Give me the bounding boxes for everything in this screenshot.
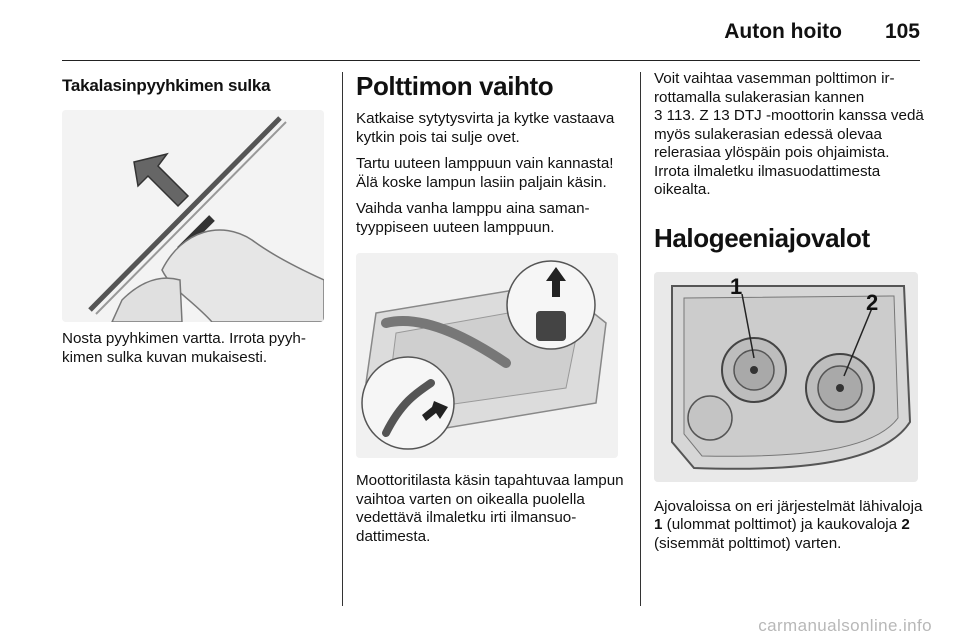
column-divider-left (342, 72, 343, 606)
header-divider (62, 60, 920, 61)
bulb-paragraph-3: Vaihda vanha lamppu aina samantyyppiseen uuteen lamppuun. (356, 200, 590, 236)
halogen-caption-part-c: (sisemmät polttimot) varten. (654, 534, 842, 552)
engine-bay-illustration (356, 253, 618, 458)
column-wiper (62, 70, 330, 367)
headlamp-label-2: 2 (866, 289, 879, 315)
fuse-paragraph-reference: 3 113. Z 13 DTJ -moottorin kanssa vedä myös sulakerasian edessä olevaa relerasiaa ylöspäin pois ohjaimista. Irrota ilmaletku ilmasuodattimesta oikealta. (654, 107, 924, 198)
wiper-caption: Nosta pyyhkimen vartta. Irrota pyyhkimen sulka kuvan mukaisesti. (62, 330, 306, 366)
column-divider-right (640, 72, 641, 606)
fuse-paragraph-text: Voit vaihtaa vasemman polttimon irrottamalla sulakerasian kannen (654, 70, 895, 106)
wiper-blade-illustration (62, 110, 324, 322)
bulb-paragraph-4: Moottoritilasta käsin tapahtuvaa lampun vaihtoa varten on oikealla puolella vedettävä ilmaletku irti ilmansuodattimesta. (356, 472, 624, 545)
wiper-heading: Takalasinpyyhkimen sulka (62, 76, 271, 95)
halogen-caption-part-a: Ajovaloissa on eri järjestelmät lähivaloja (654, 497, 923, 515)
headlamp-illustration (654, 272, 918, 482)
bulb-paragraph-2: Tartu uuteen lamppuun vain kannasta! Älä koske lampun lasiin paljain käsin. (356, 155, 614, 191)
bulb-heading: Polttimon vaihto (356, 71, 554, 101)
section-title: Auton hoito (724, 20, 842, 43)
fuse-paragraph (654, 70, 924, 200)
halogen-caption-num-1: 1 (654, 516, 663, 533)
halogen-heading: Halogeeniajovalot (654, 222, 870, 253)
page-header (0, 0, 960, 62)
bulb-paragraph-1: Katkaise sytytysvirta ja kytke vastaava kytkin pois tai sulje ovet. (356, 110, 615, 146)
page-number: 105 (884, 20, 920, 43)
halogen-caption (654, 498, 924, 554)
column-halogen (654, 70, 924, 553)
halogen-caption-num-2: 2 (901, 516, 910, 533)
watermark: carmanualsonline.info (758, 616, 932, 635)
column-bulb-replacement (356, 70, 626, 546)
halogen-caption-part-b: (ulommat polttimot) ja kaukovaloja (662, 516, 902, 533)
headlamp-label-1: 1 (730, 273, 743, 299)
